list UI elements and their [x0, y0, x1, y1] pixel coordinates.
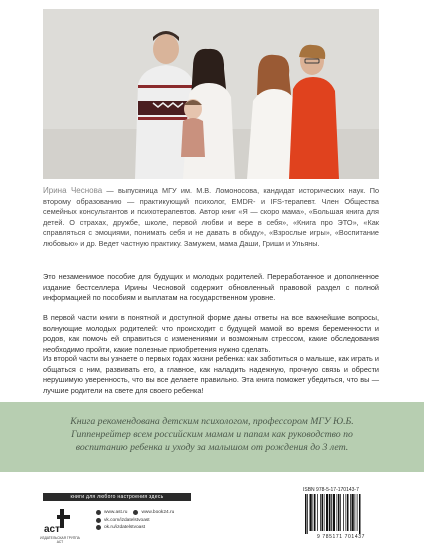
barcode-number: 9 785171 701437: [317, 534, 365, 540]
globe-icon: [96, 510, 101, 515]
links-row-ok: [96, 524, 216, 532]
barcode-block: [303, 487, 379, 540]
brand-bar: книги для любого настроения здесь: [43, 493, 191, 501]
barcode-bar: [338, 494, 340, 531]
author-bio: [43, 186, 379, 250]
vk-link[interactable]: vk.com/izdatelstvoast: [104, 517, 150, 523]
description-paragraph-3: [43, 354, 379, 396]
vk-icon: [96, 518, 101, 523]
barcode-bar: [359, 494, 361, 534]
barcode-bar: [340, 494, 341, 531]
barcode-bar: [305, 494, 307, 534]
barcode: [303, 494, 379, 534]
barcode-bar: [355, 494, 356, 531]
barcode-bar: [307, 494, 308, 534]
description-paragraph-1: [43, 272, 379, 304]
barcode-bar: [346, 494, 347, 531]
barcode-bar: [337, 494, 338, 531]
links-row-web: [96, 509, 216, 517]
description-text: В первой части книги в понятной и доступной форме даны ответы на все важнейшие вопросы, волнующие молодых родителей: что происходит с будущей мамой во время беременности и родов, как помочь ей справиться с изменениями и возможным стрессом, какие обследования необходимо пройти, какие полезные приобретения нужно сделать.: [43, 313, 379, 354]
barcode-bar: [322, 494, 324, 531]
barcode-bar: [313, 494, 314, 531]
barcode-bar: [357, 494, 358, 531]
ast-logo: [43, 506, 73, 536]
shop-link[interactable]: www.book24.ru: [141, 510, 175, 515]
publisher-links: [96, 509, 216, 532]
barcode-bar: [310, 494, 312, 531]
isbn: ISBN 978-5-17-170143-7: [303, 487, 359, 493]
logo-lettering: аст: [44, 524, 61, 535]
description-text: Из второй части вы узнаете о первых годах жизни ребенка: как заботиться о малыше, как играть и общаться с ним, развивать его, а главное, как наладить надежную, прочную связь и обрести нерушимую уверенность, что вы все делаете правильно. Эта книга поможет убедиться, что вы — лучшие родители на свете для своего ребенка!: [43, 354, 379, 395]
barcode-bar: [317, 494, 318, 531]
barcode-bar: [352, 494, 354, 531]
globe-icon: [133, 510, 138, 515]
barcode-bar: [320, 494, 321, 531]
description-text: Это незаменимое пособие для будущих и молодых родителей. Переработанное и дополненное издание бестселлера Ирины Чесновой содержит обновленный правовой раздел с полной информацией по пособиям и выплатам на государственном уровне.: [43, 272, 379, 303]
barcode-bar: [350, 494, 351, 531]
barcode-bar: [331, 494, 332, 531]
author-bio-text: — выпускница МГУ им. М.В. Ломоносова, кандидат исторических наук. По второму образованию — практикующий психолог, EMDR- и IFS-терапевт. Член Общества семейных консультантов и психотерапевтов. Автор книг «Я — скоро мама», «Большая книга для детей. О страхах, дружбе, школе, первой любви и вере в себя», «Книга про ЭТО», «Как справляться с эмоциями, понимать себя и не давать в обиду», «Взрослые игры», «Воспитание любовью» и др. Ведет частную практику. Замужем, мама Даши, Гриши и Ульяны.: [43, 186, 380, 248]
recommendation-text: Книга рекомендована детским психологом, профессором МГУ Ю.Б. Гиппенрейтер всем российским мамам и папам как руководство по воспитанию ребенка и уходу за малышом от рождения до 3 лет.: [70, 416, 354, 453]
family-photo: [43, 9, 379, 179]
barcode-bar: [329, 494, 331, 531]
barcode-bar: [324, 494, 325, 531]
barcode-bar: [314, 494, 316, 531]
ok-link[interactable]: ok.ru/izdatelstvoast: [104, 525, 146, 531]
family-photo-illustration: [43, 9, 379, 179]
recommendation-panel: [0, 402, 424, 472]
publisher-name: ИЗДАТЕЛЬСКАЯ ГРУППА АСТ: [40, 536, 80, 544]
links-row-vk: [96, 517, 216, 525]
ok-icon: [96, 525, 101, 530]
description-paragraph-2: [43, 313, 379, 355]
barcode-bar: [326, 494, 328, 531]
barcode-bar: [347, 494, 349, 531]
barcode-bar: [333, 494, 335, 531]
author-name: Ирина Чеснова: [43, 186, 103, 195]
barcode-bar: [343, 494, 344, 531]
site-link[interactable]: www.ast.ru: [104, 510, 128, 515]
